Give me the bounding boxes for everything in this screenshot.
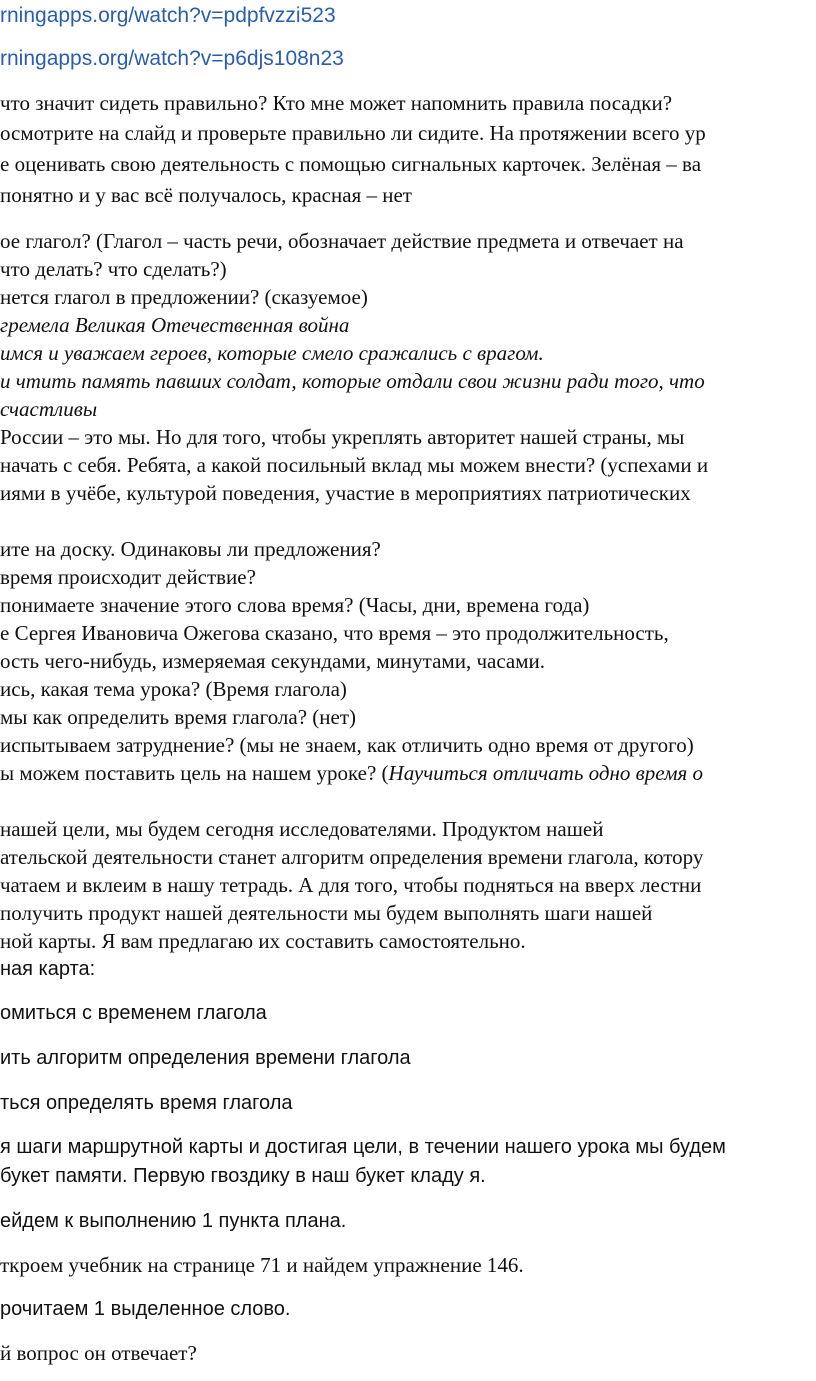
text-line: испытываем затруднение? (мы не знаем, как отличить одно время от другого) [0, 733, 694, 757]
italic-goal-text: Научиться отличать одно время о [388, 761, 703, 785]
text-line: понимаете значение этого слова время? (Часы, дни, времена года) [0, 593, 590, 617]
text-line: ейдем к выполнению 1 пункта плана. [0, 1210, 347, 1232]
text-line: России – это мы. Но для того, чтобы укреплять авторитет нашей страны, мы [0, 425, 685, 449]
text-line: что делать? что сделать?) [0, 257, 227, 281]
text-line: осмотрите на слайд и проверьте правильно ли сидите. На протяжении всего ур [0, 121, 706, 145]
text-line: что значит сидеть правильно? Кто мне может напомнить правила посадки? [0, 91, 673, 115]
video-link[interactable]: rningapps.org/watch?v=pdpfvzzi523 [0, 4, 336, 27]
text-line: понятно и у вас всё получалось, красная – нет [0, 183, 412, 207]
video-link[interactable]: rningapps.org/watch?v=p6djs108n23 [0, 47, 344, 70]
text-line: ться определять время глагола [0, 1092, 293, 1114]
text-line: ить алгоритм определения времени глагола [0, 1047, 411, 1069]
text-line: получить продукт нашей деятельности мы будем выполнять шаги нашей [0, 901, 653, 925]
text-line: ое глагол? (Глагол – часть речи, обозначает действие предмета и отвечает на [0, 229, 684, 253]
text-line-head: ы можем поставить цель на нашем уроке? ( [0, 761, 389, 785]
italic-text-line: имся и уважаем героев, которые смело сражались с врагом. [0, 341, 544, 365]
text-line: омиться с временем глагола [0, 1002, 267, 1024]
text-line: нашей цели, мы будем сегодня исследователями. Продуктом нашей [0, 817, 604, 841]
text-line: нется глагол в предложении? (сказуемое) [0, 285, 368, 309]
text-line: букет памяти. Первую гвоздику в наш букет кладу я. [0, 1165, 486, 1187]
text-line: мы как определить время глагола? (нет) [0, 705, 357, 729]
text-line: ись, какая тема урока? (Время глагола) [0, 677, 347, 701]
text-line: й вопрос он отвечает? [0, 1341, 197, 1365]
italic-text-line: гремела Великая Отечественная война [0, 313, 350, 337]
text-line: е Сергея Ивановича Ожегова сказано, что время – это продолжительность, [0, 621, 669, 645]
text-line: ной карты. Я вам предлагаю их составить самостоятельно. [0, 929, 526, 953]
text-line: время происходит действие? [0, 565, 256, 589]
text-line [0, 760, 703, 786]
text-line: чатаем и вклеим в нашу тетрадь. А для того, чтобы подняться на вверх лестни [0, 873, 702, 897]
text-line: ость чего-нибудь, измеряемая секундами, минутами, часами. [0, 649, 545, 673]
text-line: я шаги маршрутной карты и достигая цели, в течении нашего урока мы будем [0, 1136, 726, 1158]
text-line: ательской деятельности станет алгоритм определения времени глагола, котору [0, 845, 704, 869]
text-line: рочитаем 1 выделенное слово. [0, 1298, 291, 1320]
italic-text-line: счастливы [0, 397, 98, 421]
text-line: е оценивать свою деятельность с помощью сигнальных карточек. Зелёная – ва [0, 152, 702, 176]
text-line: ная карта: [0, 958, 96, 980]
text-line: ите на доску. Одинаковы ли предложения? [0, 537, 381, 561]
text-line: начать с себя. Ребята, а какой посильный вклад мы можем внести? (успехами и [0, 453, 709, 477]
text-line: ткроем учебник на странице 71 и найдем упражнение 146. [0, 1253, 524, 1277]
italic-text-line: и чтить память павших солдат, которые отдали свои жизни ради того, что [0, 369, 705, 393]
text-line: иями в учёбе, культурой поведения, участие в мероприятиях патриотических [0, 481, 691, 505]
